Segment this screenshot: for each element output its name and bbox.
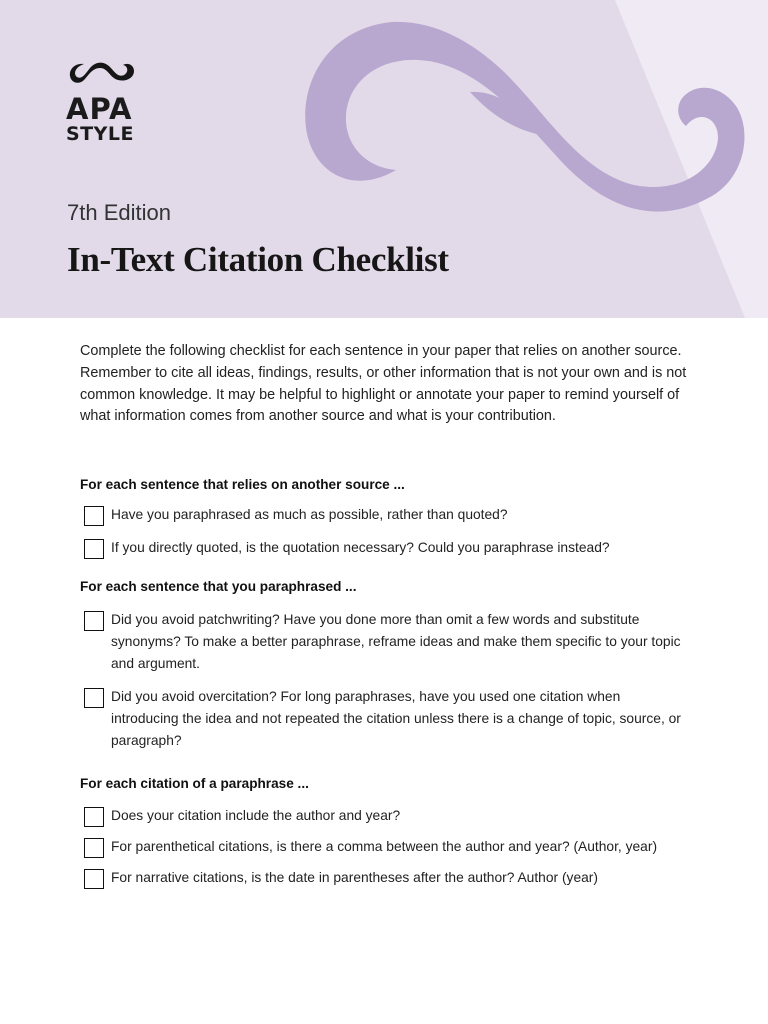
checkbox-icon[interactable]: [84, 539, 104, 559]
checklist-item-text: For parenthetical citations, is there a comma between the author and year? (Author, year): [111, 839, 658, 854]
checklist-item-text: If you directly quoted, is the quotation necessary? Could you paraphrase instead?: [111, 540, 610, 555]
checkbox-icon[interactable]: [84, 506, 104, 526]
checkbox-icon[interactable]: [84, 838, 104, 858]
checklist-item-text: Does your citation include the author and year?: [111, 808, 401, 823]
section-heading-citation-of-paraphrase: For each citation of a paraphrase ...: [80, 776, 309, 791]
header-banner: [0, 0, 768, 318]
logo-style-text: STYLE: [66, 123, 134, 145]
checklist-item-text: Did you avoid patchwriting? Have you done more than omit a few words and substitute synonyms? To make a better paraphrase, reframe ideas and make them specific to your topic and argument.: [111, 612, 681, 671]
apa-style-logo: [66, 58, 146, 144]
edition-label: 7th Edition: [67, 200, 171, 225]
apa-swirl-icon: [66, 58, 138, 88]
logo-apa-text: APA: [66, 92, 133, 126]
section-heading-paraphrased: For each sentence that you paraphrased ...: [80, 579, 357, 594]
intro-paragraph: Complete the following checklist for each sentence in your paper that relies on another source. Remember to cite all ideas, findings, results, or other information that is not your own and is not common knowledge. It may be helpful to highlight or annotate your paper to remind yourself of what information comes from another source and what is your contribution.: [80, 343, 687, 425]
checkbox-icon[interactable]: [84, 611, 104, 631]
page-title: In-Text Citation Checklist: [67, 240, 449, 279]
checklist-item-text: Have you paraphrased as much as possible, rather than quoted?: [111, 507, 508, 522]
checkbox-icon[interactable]: [84, 869, 104, 889]
checkbox-icon[interactable]: [84, 688, 104, 708]
checklist-item-text: Did you avoid overcitation? For long paraphrases, have you used one citation when introducing the idea and not repeated the citation unless there is a change of topic, source, or paragraph?: [111, 689, 681, 748]
checkbox-icon[interactable]: [84, 807, 104, 827]
checklist-item-text: For narrative citations, is the date in parentheses after the author? Author (year): [111, 870, 598, 885]
section-heading-relies-on-source: For each sentence that relies on another source ...: [80, 477, 405, 492]
